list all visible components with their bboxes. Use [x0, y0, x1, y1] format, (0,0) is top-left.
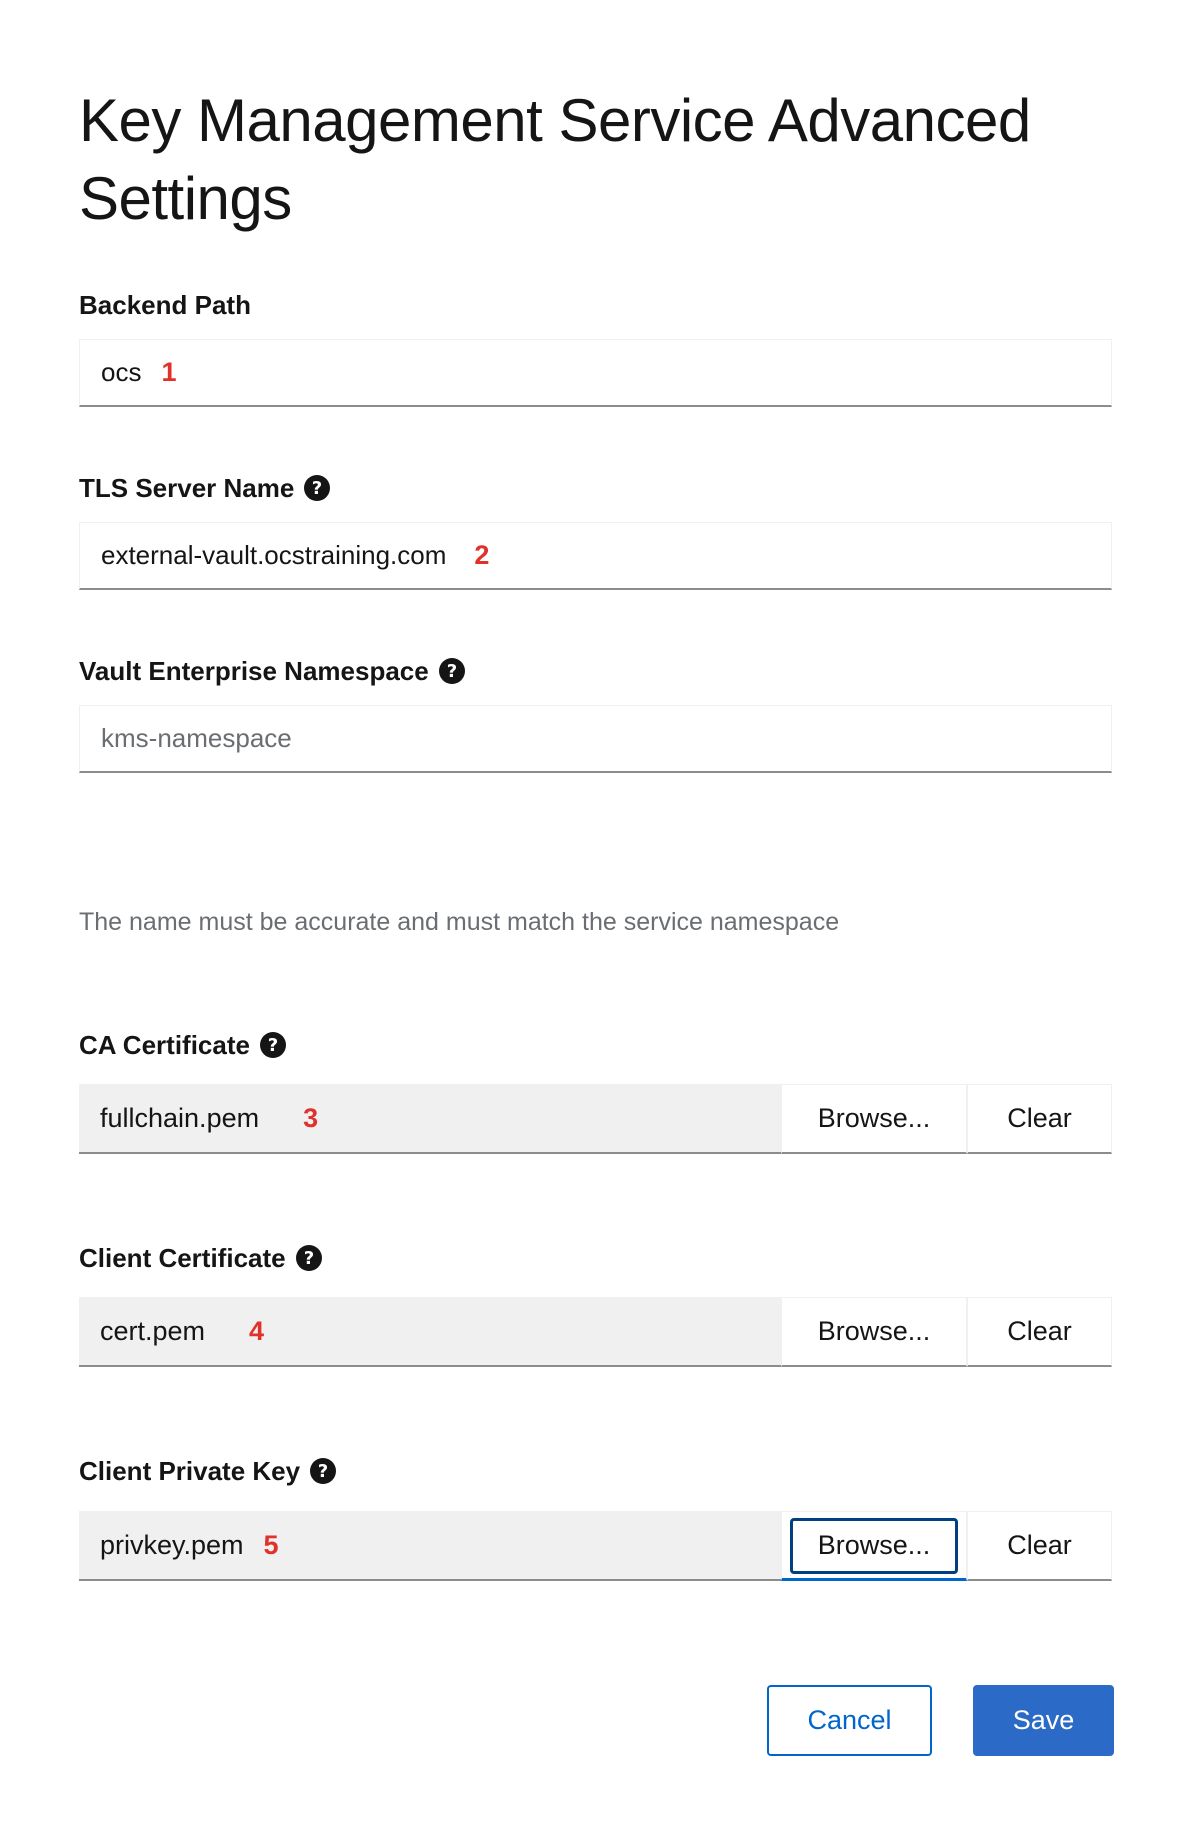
client-certificate-browse-button[interactable]: Browse... [781, 1297, 967, 1367]
tls-server-name-label-text: TLS Server Name [79, 473, 295, 503]
client-private-key-filename: privkey.pem [100, 1529, 244, 1560]
client-certificate-label-text: Client Certificate [79, 1243, 286, 1273]
question-circle-icon[interactable] [309, 1457, 337, 1485]
ca-certificate-browse-button[interactable]: Browse... [781, 1084, 967, 1154]
ca-certificate-label-text: CA Certificate [79, 1030, 250, 1060]
question-circle-icon[interactable] [438, 657, 466, 685]
client-certificate-label [79, 1242, 323, 1274]
svg-text:?: ? [312, 478, 323, 499]
vault-namespace-input[interactable] [79, 705, 1112, 773]
save-button[interactable]: Save [973, 1685, 1114, 1756]
backend-path-label [79, 289, 251, 321]
tls-server-name-label [79, 472, 331, 504]
svg-text:?: ? [317, 1461, 329, 1482]
ca-certificate-filename-field [79, 1084, 781, 1154]
question-circle-icon[interactable] [259, 1031, 287, 1059]
question-circle-icon[interactable] [303, 474, 331, 502]
callout-1: 1 [161, 357, 177, 387]
client-private-key-browse-button[interactable] [781, 1511, 967, 1581]
vault-namespace-label [79, 655, 466, 687]
client-certificate-filename: cert.pem [100, 1315, 206, 1346]
tls-server-name-value: external-vault.ocstraining.com [101, 540, 447, 570]
callout-5: 5 [263, 1529, 279, 1560]
client-private-key-clear-button[interactable]: Clear [967, 1511, 1112, 1581]
client-private-key-label-text: Client Private Key [79, 1456, 301, 1486]
client-certificate-filename-field [79, 1297, 781, 1367]
modal-title: Key Management Service Advanced Settings [79, 87, 1031, 232]
svg-text:?: ? [267, 1035, 279, 1056]
svg-text:?: ? [446, 661, 457, 682]
svg-text:?: ? [303, 1248, 314, 1269]
backend-path-value: ocs [101, 357, 142, 387]
client-certificate-clear-button[interactable]: Clear [967, 1297, 1112, 1367]
vault-namespace-placeholder: kms-namespace [101, 723, 292, 753]
callout-3: 3 [303, 1102, 319, 1133]
vault-namespace-label-text: Vault Enterprise Namespace [79, 656, 429, 686]
ca-certificate-filename: fullchain.pem [100, 1102, 260, 1133]
callout-4: 4 [249, 1315, 265, 1346]
ca-certificate-file-upload [79, 1084, 1112, 1154]
backend-path-label-text: Backend Path [79, 290, 251, 320]
client-private-key-label [79, 1455, 337, 1487]
client-private-key-filename-field [79, 1511, 781, 1581]
callout-2: 2 [474, 540, 490, 570]
vault-namespace-helper-text: The name must be accurate and must match the service namespace [79, 908, 840, 936]
client-private-key-file-upload [79, 1511, 1112, 1581]
ca-certificate-clear-button[interactable]: Clear [967, 1084, 1112, 1154]
question-circle-icon[interactable] [295, 1244, 323, 1272]
ca-certificate-label [79, 1029, 287, 1061]
backend-path-input[interactable] [79, 339, 1112, 407]
cancel-button[interactable]: Cancel [767, 1685, 932, 1756]
client-certificate-file-upload [79, 1297, 1112, 1367]
tls-server-name-input[interactable] [79, 522, 1112, 590]
client-private-key-browse-label: Browse... [817, 1529, 931, 1560]
